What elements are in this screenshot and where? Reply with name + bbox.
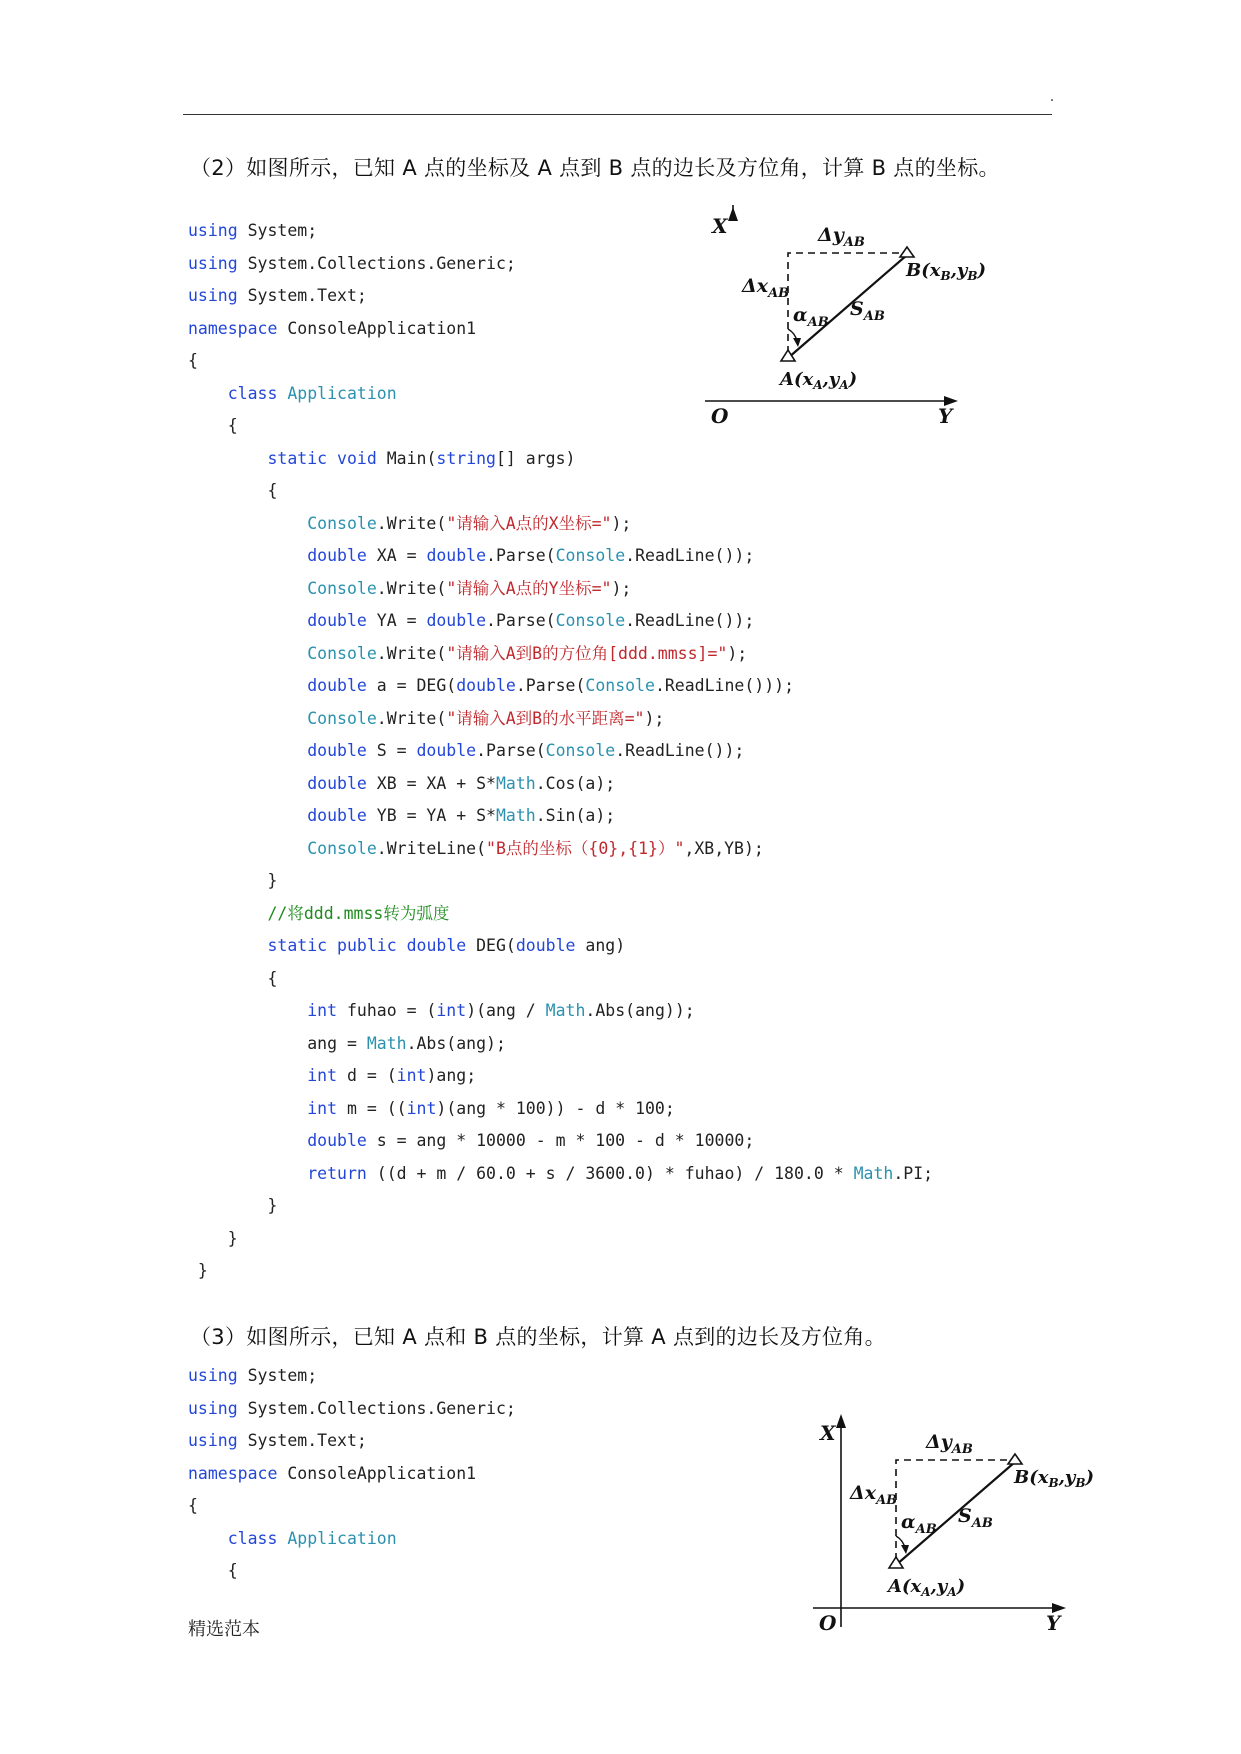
code-token: double — [416, 741, 477, 760]
code-token: Console — [307, 513, 377, 533]
code-line — [188, 1490, 516, 1523]
code-token: } — [188, 1228, 238, 1248]
code-token — [188, 579, 307, 598]
coordinate-diagram-1 — [700, 205, 987, 435]
code-token: double — [426, 546, 487, 565]
code-token: .Write( — [376, 578, 447, 598]
code-token: "请输入A点的Y坐标=" — [446, 578, 612, 598]
code-token: namespace — [188, 1463, 278, 1483]
code-line — [188, 443, 933, 476]
code-token — [188, 709, 307, 728]
code-token: double — [456, 676, 516, 695]
code-token — [327, 449, 337, 468]
section-3-heading: （3）如图所示，已知 A 点和 B 点的坐标，计算 A 点到的边长及方位角。 — [190, 1325, 886, 1349]
code-token: [] args) — [496, 448, 576, 468]
section-3-code-block — [188, 1360, 516, 1588]
code-token: { — [188, 416, 238, 435]
code-token: public — [337, 936, 397, 955]
code-line — [188, 638, 933, 671]
code-token: string — [436, 448, 496, 468]
alpha-label: $\alpha_{AB}$ — [793, 304, 829, 330]
code-line — [188, 508, 933, 541]
code-token: Console — [307, 578, 377, 598]
code-token — [188, 1001, 307, 1020]
code-token: .Write( — [376, 643, 447, 663]
code-token: Console — [555, 611, 626, 630]
code-token — [188, 514, 307, 533]
code-token: using — [188, 1398, 238, 1418]
code-token: static — [267, 448, 328, 468]
code-token: System.Collections.Generic; — [237, 1398, 516, 1418]
code-token: int — [307, 1098, 338, 1118]
code-token: using — [188, 221, 238, 240]
code-token — [277, 384, 287, 403]
point-b-marker — [1008, 1454, 1022, 1464]
code-line — [188, 670, 933, 703]
code-token — [188, 611, 307, 630]
code-token — [277, 1529, 287, 1548]
code-token: XA = — [366, 546, 427, 565]
code-token: .Sin(a); — [535, 806, 616, 825]
code-token: Console — [307, 643, 377, 663]
point-b-label: $B(x_B,y_B)$ — [1014, 1467, 1095, 1490]
point-b-marker — [900, 247, 914, 257]
code-token: using — [188, 1366, 238, 1385]
code-token: System.Text; — [237, 1431, 367, 1450]
code-token: double — [307, 676, 367, 695]
code-token — [188, 774, 307, 793]
code-token — [188, 936, 267, 955]
code-token — [188, 806, 307, 825]
header-rule — [183, 114, 1052, 115]
code-token: double — [426, 611, 487, 630]
code-line — [188, 1125, 933, 1158]
code-token: .Parse( — [486, 546, 556, 565]
delta-x-label: $\Delta x_{AB}$ — [742, 275, 790, 301]
code-line — [188, 703, 933, 736]
code-token: .Abs(ang); — [406, 1033, 506, 1053]
code-line — [188, 1158, 933, 1191]
code-token: Console — [555, 546, 626, 565]
code-token: int — [307, 1001, 338, 1020]
code-token: ang = — [188, 1033, 367, 1053]
point-a-label: $A(x_A,y_A)$ — [780, 369, 858, 392]
code-token: .Cos(a); — [535, 773, 616, 793]
code-token: { — [188, 1561, 238, 1580]
code-token: .ReadLine()); — [625, 546, 755, 565]
code-line — [188, 1255, 933, 1288]
code-token: YB = YA + S* — [366, 806, 496, 825]
code-token: double — [307, 1131, 367, 1150]
code-token: a = DEG( — [366, 676, 457, 695]
code-token: ((d + m / 60.0 + s / 3600.0) * fuhao) / 180.0 * — [366, 1163, 854, 1183]
coordinate-diagram-2 — [808, 1412, 1095, 1642]
code-line — [188, 573, 933, 606]
code-token — [188, 546, 307, 565]
code-token: .WriteLine( — [376, 838, 487, 858]
code-token: d = ( — [337, 1066, 397, 1085]
code-token: ); — [644, 708, 665, 728]
code-token: )(ang / — [466, 1001, 546, 1020]
code-token: Math — [495, 806, 536, 825]
code-token: )(ang * 100)) - d * 100; — [436, 1098, 675, 1118]
code-token: double — [307, 546, 367, 565]
code-token: .Write( — [376, 708, 447, 728]
footer-text: 精选范本 — [188, 1619, 260, 1640]
code-token: .Parse( — [515, 676, 586, 695]
code-line — [188, 768, 933, 801]
code-line — [188, 1523, 516, 1556]
code-token: Console — [545, 741, 616, 760]
code-line — [188, 1223, 933, 1256]
code-token: double — [307, 773, 367, 793]
code-token: ); — [611, 513, 632, 533]
section-2-heading: （2）如图所示，已知 A 点的坐标及 A 点到 B 点的边长及方位角，计算 B 点的坐标。 — [190, 156, 1000, 180]
origin-label: O — [711, 404, 729, 428]
code-token — [188, 644, 307, 663]
code-line — [188, 735, 933, 768]
code-token: ); — [611, 578, 632, 598]
delta-guide-lines — [896, 1460, 1013, 1560]
code-token — [188, 1099, 307, 1118]
code-token — [188, 449, 267, 468]
code-token: m = (( — [337, 1098, 407, 1118]
code-line — [188, 1393, 516, 1426]
code-token: .Write( — [376, 513, 447, 533]
code-token — [188, 904, 267, 923]
code-token: return — [307, 1163, 367, 1183]
code-token: fuhao = ( — [337, 1001, 437, 1020]
code-token: .PI; — [893, 1163, 934, 1183]
code-line — [188, 865, 933, 898]
code-line — [188, 1360, 516, 1393]
code-token: "B点的坐标（{0},{1}）" — [486, 838, 685, 858]
code-token: "请输入A到B的方位角[ddd.mmss]=" — [446, 643, 728, 663]
code-token — [188, 1131, 307, 1150]
code-token: using — [188, 1431, 238, 1450]
code-line — [188, 800, 933, 833]
code-token: Application — [287, 1528, 397, 1548]
code-line — [188, 1190, 933, 1223]
code-token — [188, 839, 307, 858]
header-mark: . — [1050, 88, 1054, 105]
code-token: double — [307, 741, 367, 760]
code-line — [188, 1555, 516, 1588]
code-token: Math — [545, 1001, 586, 1020]
code-token: System; — [237, 221, 318, 240]
code-token: Math — [853, 1163, 894, 1183]
code-token: Math — [366, 1033, 407, 1053]
code-token: Console — [307, 708, 377, 728]
code-token: using — [188, 253, 238, 273]
code-token: Console — [585, 676, 655, 695]
alpha-label: $\alpha_{AB}$ — [901, 1511, 937, 1537]
code-token — [327, 936, 337, 955]
code-token: //将ddd.mmss转为弧度 — [267, 903, 450, 923]
code-line — [188, 605, 933, 638]
code-token: int — [406, 1098, 437, 1118]
code-token: ConsoleApplication1 — [277, 1463, 477, 1483]
delta-guide-lines — [788, 253, 905, 353]
x-axis-label: X — [820, 1421, 836, 1445]
code-line — [188, 1093, 933, 1126]
code-token: double — [406, 936, 467, 955]
s-label: $S_{AB}$ — [850, 298, 885, 324]
code-token: double — [307, 806, 367, 825]
code-token: { — [188, 968, 278, 988]
code-line — [188, 1028, 933, 1061]
point-a-marker — [889, 1557, 903, 1568]
code-token: { — [188, 481, 278, 500]
code-line — [188, 898, 933, 931]
x-axis-label: X — [712, 214, 728, 238]
code-token — [188, 384, 228, 403]
code-token: static — [267, 936, 328, 955]
code-token: "请输入A到B的水平距离=" — [446, 708, 645, 728]
code-token — [188, 741, 307, 760]
code-line — [188, 1060, 933, 1093]
point-a-label: $A(x_A,y_A)$ — [888, 1576, 966, 1599]
code-token: .ReadLine()); — [615, 741, 745, 760]
code-token: Math — [495, 773, 536, 793]
code-token: namespace — [188, 318, 278, 338]
code-token: int — [396, 1066, 427, 1085]
code-token: ); — [727, 643, 748, 663]
y-axis-label: Y — [938, 404, 953, 428]
s-label: $S_{AB}$ — [958, 1505, 993, 1531]
origin-label: O — [819, 1611, 837, 1635]
code-token: double — [307, 611, 367, 630]
code-token: Console — [307, 838, 377, 858]
code-token: .Parse( — [486, 611, 556, 630]
code-token: )ang; — [426, 1066, 477, 1085]
y-axis-label: Y — [1046, 1611, 1061, 1635]
code-line — [188, 833, 933, 866]
code-token: .Parse( — [476, 741, 546, 760]
code-token — [188, 676, 307, 695]
code-token: System.Text; — [237, 286, 367, 305]
code-token: YA = — [366, 611, 427, 630]
code-line — [188, 963, 933, 996]
code-token: .ReadLine()); — [625, 611, 755, 630]
code-token: class — [227, 383, 278, 403]
code-token: System; — [237, 1366, 318, 1385]
code-token: Application — [287, 383, 397, 403]
code-token: int — [307, 1066, 338, 1085]
code-token: class — [227, 1528, 278, 1548]
code-token: { — [188, 1496, 198, 1515]
code-token: void — [337, 448, 377, 468]
code-token: using — [188, 286, 238, 305]
code-token — [188, 1164, 307, 1183]
delta-x-label: $\Delta x_{AB}$ — [850, 1482, 898, 1508]
code-token: int — [436, 1001, 467, 1020]
code-token: ,XB,YB); — [684, 838, 764, 858]
code-token: } — [188, 1196, 278, 1215]
code-token: { — [188, 351, 198, 370]
code-line — [188, 540, 933, 573]
point-a-marker — [781, 350, 795, 361]
code-token: double — [515, 936, 576, 955]
code-line — [188, 1425, 516, 1458]
point-b-label: $B(x_B,y_B)$ — [906, 260, 987, 283]
code-line — [188, 995, 933, 1028]
delta-y-label: $\Delta y_{AB}$ — [926, 1431, 973, 1457]
code-token: } — [188, 871, 278, 890]
code-token — [188, 1066, 307, 1085]
code-token: System.Collections.Generic; — [237, 253, 516, 273]
code-token: DEG( — [466, 936, 516, 955]
code-token: S = — [366, 741, 417, 760]
code-token: ConsoleApplication1 — [277, 318, 477, 338]
code-token: .ReadLine())); — [654, 676, 795, 695]
code-line — [188, 930, 933, 963]
code-token: } — [188, 1261, 208, 1280]
code-token — [188, 1529, 228, 1548]
code-line — [188, 1458, 516, 1491]
code-line — [188, 475, 933, 508]
code-token: ang) — [575, 936, 626, 955]
code-token: XB = XA + S* — [366, 773, 496, 793]
code-token: "请输入A点的X坐标=" — [446, 513, 612, 533]
code-token: s = ang * 10000 - m * 100 - d * 10000; — [366, 1131, 755, 1150]
code-token: .Abs(ang)); — [585, 1001, 695, 1020]
code-token: Main( — [376, 448, 437, 468]
code-token — [397, 936, 407, 955]
delta-y-label: $\Delta y_{AB}$ — [818, 224, 865, 250]
